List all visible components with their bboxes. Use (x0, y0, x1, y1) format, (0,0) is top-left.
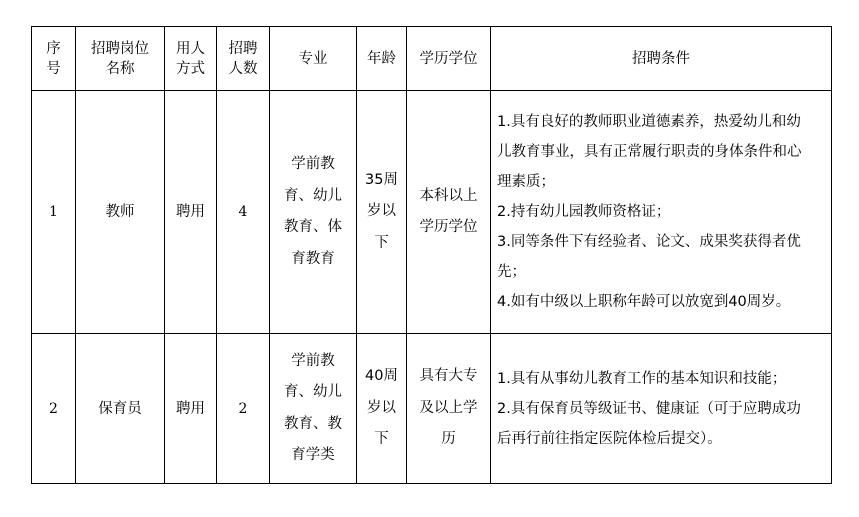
cell-major: 学前教 育、幼儿 教育、教 育学类 (270, 334, 357, 484)
header-method: 用人 方式 (165, 27, 217, 91)
cell-degree: 具有大专 及以上学 历 (407, 334, 491, 484)
table-row (32, 334, 832, 484)
cell-position: 保育员 (76, 334, 165, 484)
header-count: 招聘 人数 (217, 27, 270, 91)
header-major: 专业 (270, 27, 357, 91)
cell-method: 聘用 (165, 91, 217, 334)
header-degree: 学历学位 (407, 27, 491, 91)
cell-conditions: 1.具有良好的教师职业道德素养，热爱幼儿和幼 儿教育事业，具有正常履行职责的身体条件和心 理素质； 2.持有幼儿园教师资格证； 3.同等条件下有经验者、论文、成果奖获得者优 先； 4.如有中级以上职称年龄可以放宽到40周岁。 (491, 91, 832, 334)
header-seq: 序 号 (32, 27, 76, 91)
cell-seq: 2 (32, 334, 76, 484)
cell-conditions: 1.具有从事幼儿教育工作的基本知识和技能； 2.具有保育员等级证书、健康证（可于应聘成功 后再行前往指定医院体检后提交）。 (491, 334, 832, 484)
cell-age: 40周 岁以 下 (357, 334, 407, 484)
header-conditions: 招聘条件 (491, 27, 832, 91)
cell-degree: 本科以上 学历学位 (407, 91, 491, 334)
table-row (32, 91, 832, 334)
header-position: 招聘岗位 名称 (76, 27, 165, 91)
header-row (32, 27, 832, 91)
cell-count: 4 (217, 91, 270, 334)
recruitment-table (31, 26, 832, 484)
cell-seq: 1 (32, 91, 76, 334)
cell-age: 35周 岁以 下 (357, 91, 407, 334)
cell-method: 聘用 (165, 334, 217, 484)
header-age: 年龄 (357, 27, 407, 91)
cell-major: 学前教 育、幼儿 教育、体 育教育 (270, 91, 357, 334)
cell-count: 2 (217, 334, 270, 484)
cell-position: 教师 (76, 91, 165, 334)
